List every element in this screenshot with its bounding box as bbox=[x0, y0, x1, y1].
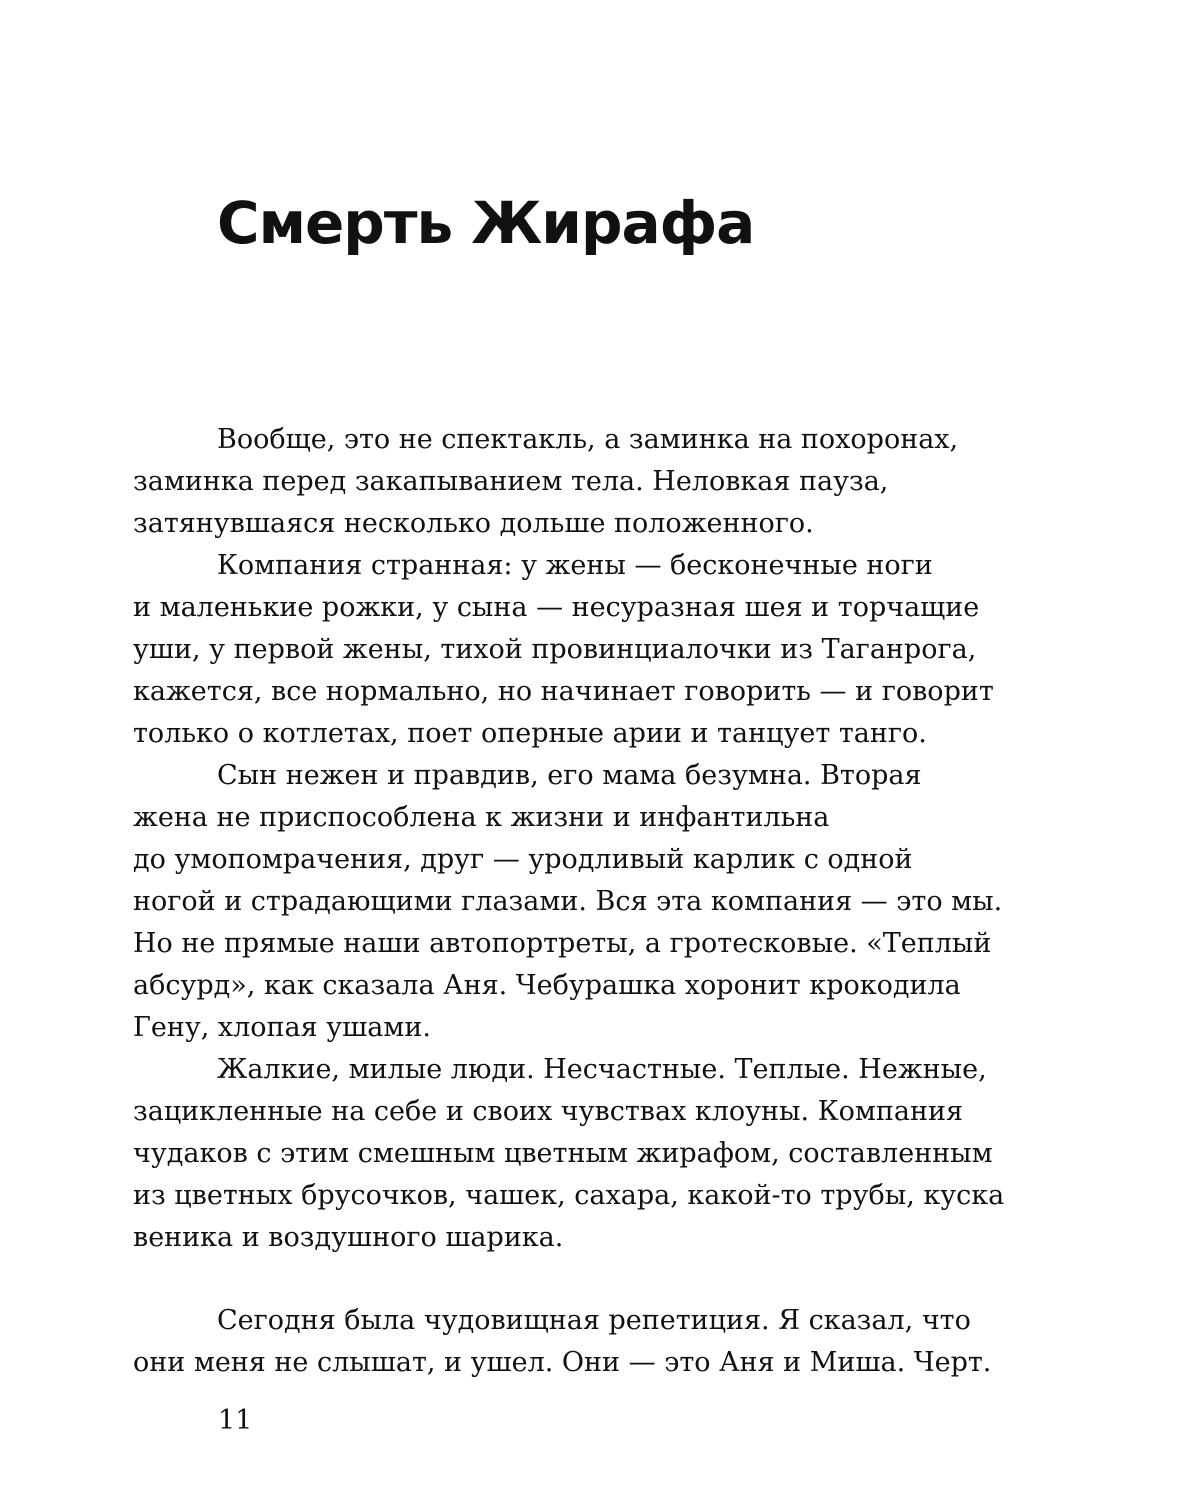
paragraph-1 bbox=[133, 419, 1073, 545]
text-line: Вообще, это не спектакль, а заминка на похоронах, bbox=[217, 424, 959, 455]
text-line: Компания странная: у жены — бесконечные ноги bbox=[217, 550, 933, 581]
text-line: заминка перед закапыванием тела. Неловкая пауза, bbox=[133, 466, 889, 497]
text-line: уши, у первой жены, тихой провинциалочки из Таганрога, bbox=[133, 634, 977, 665]
text-line: Сын нежен и правдив, его мама безумна. Вторая bbox=[217, 760, 922, 791]
page-number: 11 bbox=[218, 1405, 253, 1436]
text-line: ногой и страдающими глазами. Вся эта компания — это мы. bbox=[133, 886, 1003, 917]
text-line: затянувшаяся несколько дольше положенного. bbox=[133, 508, 814, 539]
text-line: и маленькие рожки, у сына — несуразная шея и торчащие bbox=[133, 592, 980, 623]
body-text-after-break bbox=[133, 1300, 1073, 1384]
text-line: Сегодня была чудовищная репетиция. Я сказал, что bbox=[217, 1305, 971, 1336]
text-line: веника и воздушного шарика. bbox=[133, 1222, 564, 1253]
text-line: Но не прямые наши автопортреты, а гротесковые. «Теплый bbox=[133, 928, 992, 959]
text-line: они меня не слышат, и ушел. Они — это Аня и Миша. Черт. bbox=[133, 1347, 992, 1378]
text-line: до умопомрачения, друг — уродливый карлик с одной bbox=[133, 844, 913, 875]
text-line: кажется, все нормально, но начинает говорить — и говорит bbox=[133, 676, 994, 707]
body-text bbox=[133, 419, 1073, 1259]
paragraph-2 bbox=[133, 545, 1073, 755]
paragraph-3 bbox=[133, 755, 1073, 1049]
text-line: из цветных брусочков, чашек, сахара, какой-то трубы, куска bbox=[133, 1180, 1005, 1211]
paragraph-4 bbox=[133, 1049, 1073, 1259]
text-line: жена не приспособлена к жизни и инфантильна bbox=[133, 802, 830, 833]
text-line: Жалкие, милые люди. Несчастные. Теплые. Нежные, bbox=[217, 1054, 987, 1085]
text-line: абсурд», как сказала Аня. Чебурашка хоронит крокодила bbox=[133, 970, 961, 1001]
text-line: зацикленные на себе и своих чувствах клоуны. Компания bbox=[133, 1096, 963, 1127]
paragraph-5 bbox=[133, 1300, 1073, 1384]
chapter-title: Смерть Жирафа bbox=[217, 189, 755, 257]
text-line: чудаков с этим смешным цветным жирафом, составленным bbox=[133, 1138, 993, 1169]
text-line: Гену, хлопая ушами. bbox=[133, 1012, 431, 1043]
text-line: только о котлетах, поет оперные арии и танцует танго. bbox=[133, 718, 927, 749]
